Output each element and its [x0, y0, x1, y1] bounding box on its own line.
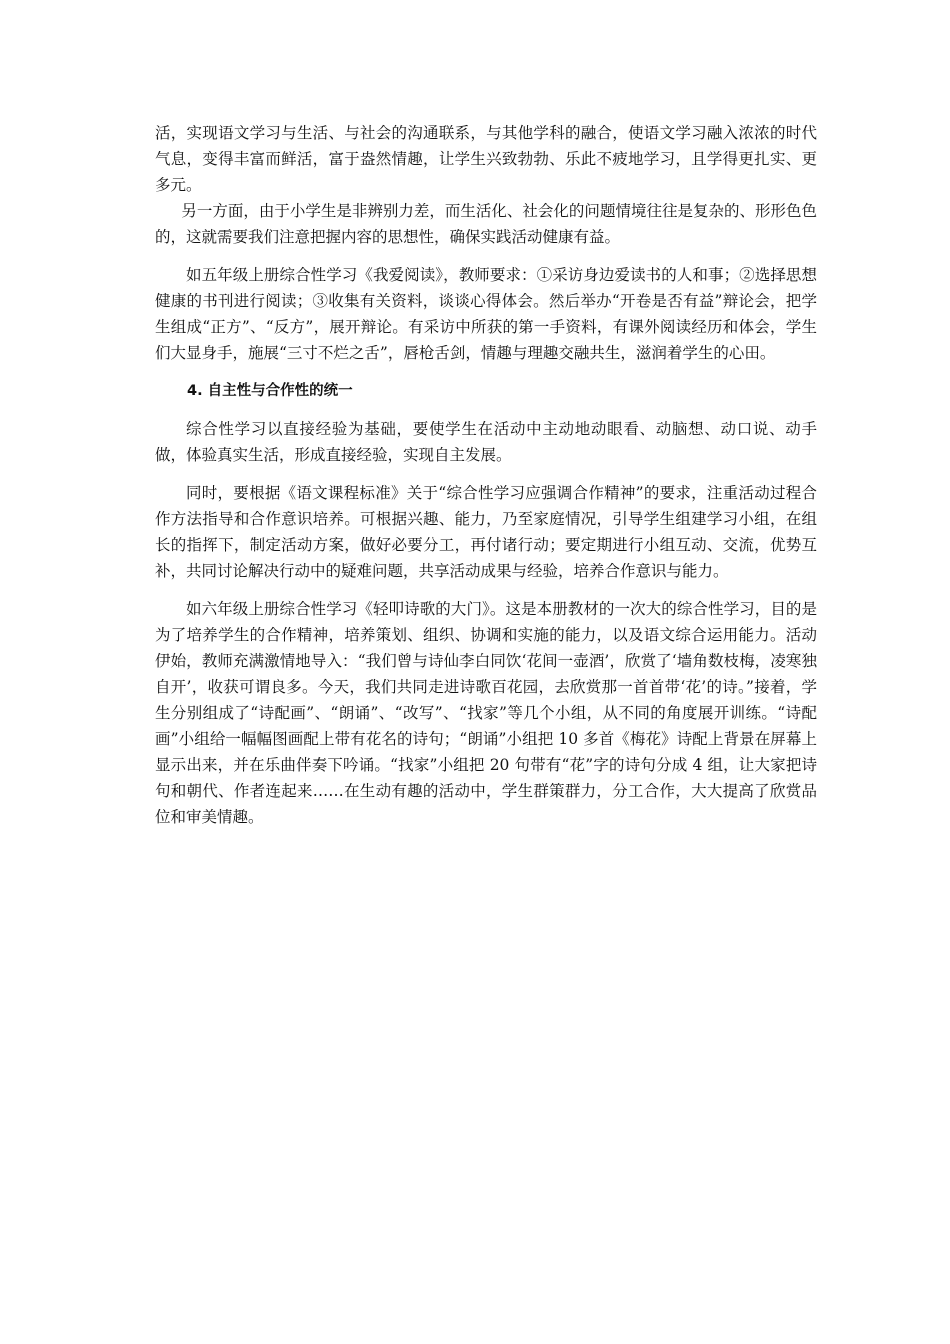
- paragraph-continuation: 活，实现语文学习与生活、与社会的沟通联系，与其他学科的融合，使语文学习融入浓浓的时代气息，变得丰富而鲜活，富于盎然情趣，让学生兴致勃勃、乐此不疲地学习，且学得更扎实、更多元。: [155, 124, 817, 194]
- spacer: [155, 250, 817, 262]
- spacer: [155, 468, 817, 480]
- spacer: [155, 584, 817, 596]
- section-heading: 4. 自主性与合作性的统一: [187, 383, 353, 399]
- paragraph-cooperation: 同时，要根据《语文课程标准》关于“综合性学习应强调合作精神”的要求，注重活动过程合作方法指导和合作意识培养。可根据兴趣、能力，乃至家庭情况，引导学生组建学习小组，在组长的指挥下，制定活动方案，做好必要分工，再付诸行动；要定期进行小组互动、交流，优势互补，共同讨论解决行动中的疑难问题，共享活动成果与经验，培养合作意识与能力。: [155, 484, 817, 580]
- spacer: [155, 404, 817, 416]
- paragraph-reading-example: 如五年级上册综合性学习《我爱阅读》，教师要求：①采访身边爱读书的人和事；②选择思想健康的书刊进行阅读；③收集有关资料，谈谈心得体会。然后举办“开卷是否有益”辩论会，把学生组成“正方”、“反方”，展开辩论。有采访中所获的第一手资料，有课外阅读经历和体会，学生们大显身手，施展“三寸不烂之舌”，唇枪舌剑，情趣与理趣交融共生，滋润着学生的心田。: [155, 266, 817, 362]
- paragraph-autonomy: 综合性学习以直接经验为基础，要使学生在活动中主动地动眼看、动脑想、动口说、动手做，体验真实生活，形成直接经验，实现自主发展。: [155, 420, 817, 464]
- paragraph-thinking: 另一方面，由于小学生是非辨别力差，而生活化、社会化的问题情境往往是复杂的、形形色色的，这就需要我们注意把握内容的思想性，确保实践活动健康有益。: [155, 202, 817, 246]
- spacer: [155, 366, 817, 378]
- document-page: [155, 120, 817, 830]
- paragraph-poetry-example: 如六年级上册综合性学习《轻叩诗歌的大门》。这是本册教材的一次大的综合性学习，目的是为了培养学生的合作精神，培养策划、组织、协调和实施的能力，以及语文综合运用能力。活动伊始，教师充满激情地导入：“我们曾与诗仙李白同饮‘花间一壶酒’，欣赏了‘墙角数枝梅，凌寒独自开’，收获可谓良多。今天，我们共同走进诗歌百花园，去欣赏那一首首带‘花’的诗。”接着，学生分别组成了“诗配画”、“朗诵”、“改写”、“找家”等几个小组，从不同的角度展开训练。“诗配画”小组给一幅幅图画配上带有花名的诗句；“朗诵”小组把 10 多首《梅花》诗配上背景在屏幕上显示出来，并在乐曲伴奏下吟诵。“找家”小组把 20 句带有“花”字的诗句分成 4 组，让大家把诗句和朝代、作者连起来……在生动有趣的活动中，学生群策群力，分工合作，大大提高了欣赏品位和审美情趣。: [155, 600, 817, 826]
